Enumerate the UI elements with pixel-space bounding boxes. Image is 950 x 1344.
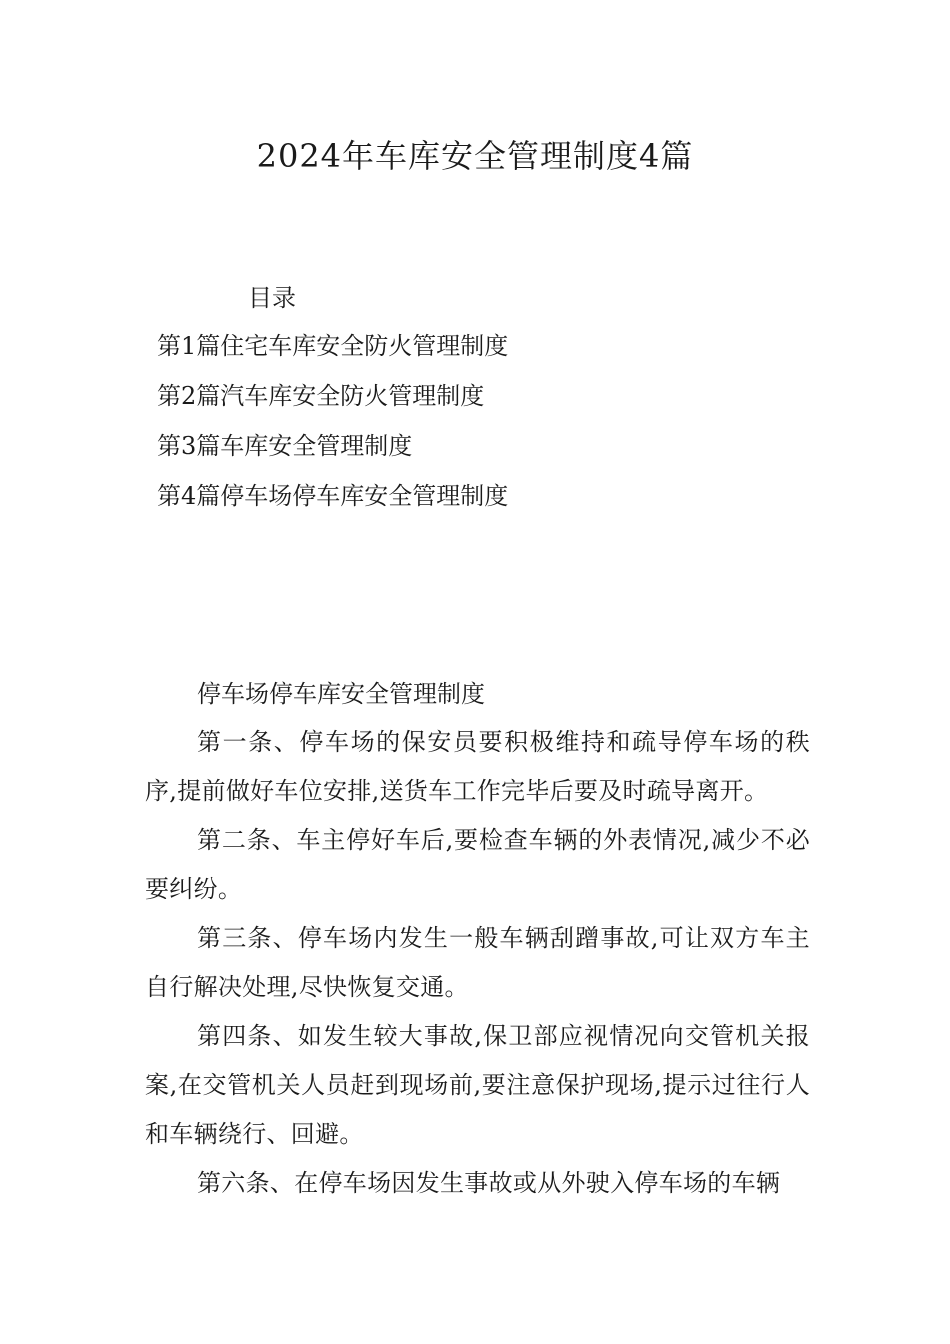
article-paragraph-4: 第四条、如发生较大事故,保卫部应视情况向交管机关报案,在交管机关人员赶到现场前,要注意保护现场,提示过往行人和车辆绕行、回避。 — [145, 1022, 810, 1148]
document-title: 2024年车库安全管理制度4篇 — [256, 137, 694, 175]
article-paragraph-3: 第三条、停车场内发生一般车辆刮蹭事故,可让双方车主自行解决处理,尽快恢复交通。 — [145, 924, 810, 1001]
article-paragraph-2: 第二条、车主停好车后,要检查车辆的外表情况,减少不必要纠纷。 — [145, 826, 810, 903]
article-title: 停车场停车库安全管理制度 — [197, 680, 485, 708]
article-paragraph-1: 第一条、停车场的保安员要积极维持和疏导停车场的秩序,提前做好车位安排,送货车工作完毕后要及时疏导离开。 — [145, 728, 810, 805]
toc-item-2[interactable]: 第2篇汽车库安全防火管理制度 — [157, 382, 485, 410]
table-of-contents — [157, 330, 508, 530]
article-section — [145, 674, 810, 1208]
toc-heading: 目录 — [248, 284, 296, 312]
toc-item-4[interactable]: 第4篇停车场停车库安全管理制度 — [157, 482, 509, 510]
article-paragraph-5: 第六条、在停车场因发生事故或从外驶入停车场的车辆 — [197, 1169, 781, 1197]
toc-item-1[interactable]: 第1篇住宅车库安全防火管理制度 — [157, 332, 509, 360]
toc-item-3[interactable]: 第3篇车库安全管理制度 — [157, 432, 413, 460]
